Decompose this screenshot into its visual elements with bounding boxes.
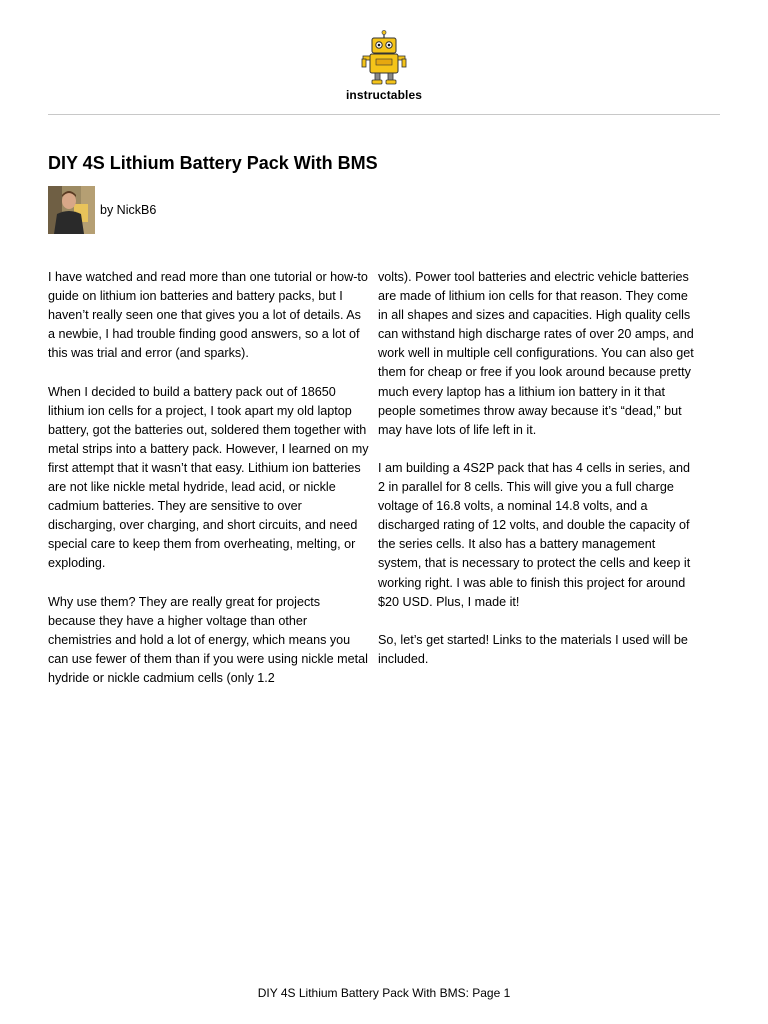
paragraph-intro: I have watched and read more than one tutorial or how-to guide on lithium ion batteries and battery packs, but I haven’t really seen one that gives you a lot of details. As a newbie, I had trouble finding good answers, so a lot of this was trial and error (and sparks). — [48, 270, 368, 361]
author-avatar[interactable] — [48, 186, 95, 234]
brand-name[interactable]: instructables — [346, 88, 422, 102]
instructables-robot-icon — [359, 30, 409, 86]
author-byline[interactable]: by NickB6 — [100, 203, 157, 217]
page-footer: DIY 4S Lithium Battery Pack With BMS: Page 1 — [257, 986, 511, 1000]
paragraph-pack-spec: I am building a 4S2P pack that has 4 cells in series, and 2 in parallel for 8 cells. This will give you a full charge voltage of 16.8 volts, a nominal 14.8 volts, and a discharged rating of 12 volts, and double the capacity of the series cells. It also has a battery management system, that is necessary to protect the cells and keep it working right. I was able to finish this project for around $20 USD. Plus, I made it! — [378, 460, 691, 609]
text-column-left — [48, 268, 370, 707]
author-avatar-photo — [48, 186, 95, 234]
article-title: DIY 4S Lithium Battery Pack With BMS — [48, 153, 378, 173]
paragraph-get-started: So, let’s get started! Links to the materials I used will be included. — [378, 632, 688, 666]
text-column-right — [378, 268, 698, 688]
paragraph-why-use-part-2: volts). Power tool batteries and electric vehicle batteries are made of lithium ion cells for that reason. They come in all shapes and sizes and capacities. High quality cells can withstand high discharge rates of over 20 amps, and work well in multiple cell configurations. You can also get them for cheap or free if you look around because pretty much every laptop has a lithium ion battery in it that people sometimes throw away because it’s “dead,” but may have lots of life left in it. — [378, 270, 694, 437]
paragraph-first-attempt: When I decided to build a battery pack out of 18650 lithium ion cells for a project, I took apart my old laptop battery, got the batteries out, soldered them together with metal strips into a battery pack. However, I learned on my first attempt that it wasn’t that easy. Lithium ion batteries are not like nickle metal hydride, lead acid, or nickle cadmium batteries. They are sensitive to over discharging, over charging, and short circuits, and need special care to keep them from overheating, melting, or exploding. — [48, 384, 369, 571]
paragraph-why-use-part-1: Why use them? They are really great for projects because they have a higher voltage than other chemistries and hold a lot of energy, which means you can use fewer of them than if you were using nickle metal hydride or nickle cadmium cells (only 1.2 — [48, 594, 368, 685]
page-header — [0, 0, 768, 114]
header-divider — [48, 114, 720, 115]
